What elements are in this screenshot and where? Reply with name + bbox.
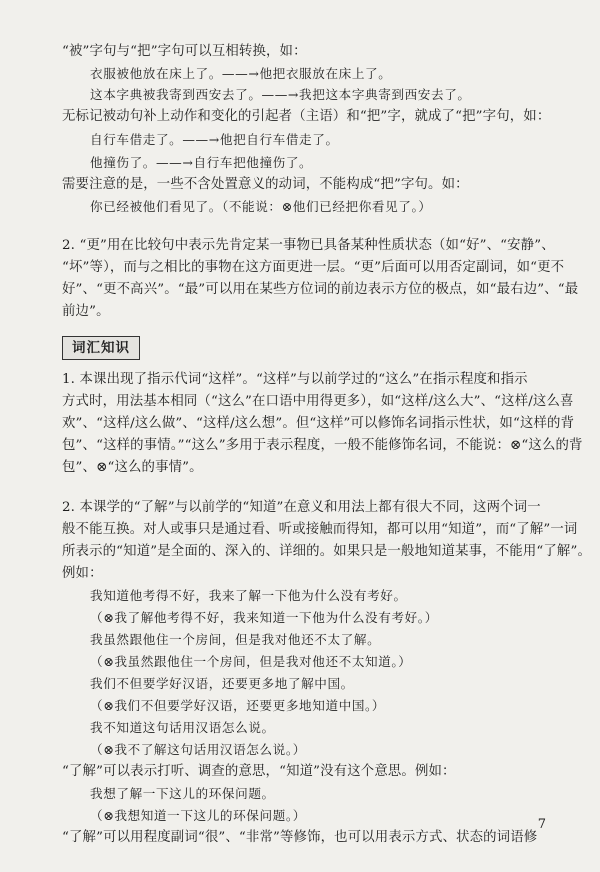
text-line: “了解”可以表示打听、调查的意思，“知道”没有这个意思。例如： [62, 764, 456, 779]
text-line: 般不能互换。对人或事只是通过看、听或接触而得知，都可以用“知道”，而“了解”一词 [62, 522, 578, 537]
example-line: 我虽然跟他住一个房间，但是我对他还不太了解。 [90, 632, 381, 647]
example-line: （⊗我想知道一下这儿的环保问题。） [90, 808, 306, 823]
text-line: 包”、“这样的事情。”“这么”多用于表示程度，一般不能修饰名词，不能说：⊗“这么的背 [62, 438, 583, 453]
example-line: （⊗我虽然跟他住一个房间，但是我对他还不太知道。） [90, 654, 412, 669]
example-line: 我们不但要学好汉语，还要更多地了解中国。 [90, 676, 354, 691]
example-line: （⊗我了解他考得不好，我来知道一下他为什么没有考好。） [90, 610, 438, 625]
text-line: 2. “更”用在比较句中表示先肯定某一事物已具备某种性质状态（如“好”、“安静”、 [62, 238, 555, 253]
text-line: “了解”可以用程度副词“很”、“非常”等修饰，也可以用表示方式、状态的词语修 [62, 830, 538, 845]
text-line: 所表示的“知道”是全面的、深入的、详细的。如果只是一般地知道某事，不能用“了解”。 [62, 544, 591, 559]
example-line: 我想了解一下这儿的环保问题。 [90, 786, 275, 801]
example-line: （⊗我不了解这句话用汉语怎么说。） [90, 742, 306, 757]
text-line: 方式时，用法基本相同（“这么”在口语中用得更多），如“这样/这么大”、“这样/这么喜 [62, 394, 574, 409]
text-line: 需要注意的是，一些不含处置意义的动词，不能构成“把”字句。如： [62, 177, 469, 192]
example-line: 我知道他考得不好，我来了解一下他为什么没有考好。 [90, 588, 407, 603]
text-line: 无标记被动句补上动作和变化的引起者（主语）和“把”字，就成了“把”字句，如： [62, 109, 551, 124]
example-line: （⊗我们不但要学好汉语，还要更多地知道中国。） [90, 698, 386, 713]
text-line: “坏”等），而与之相比的事物在这方面更进一层。“更”后面可以用否定副词，如“更不 [62, 260, 565, 275]
text-line: 例如： [62, 566, 103, 581]
text-line: 1. 本课出现了指示代词“这样”。“这样”与以前学过的“这么”在指示程度和指示 [62, 372, 528, 387]
text-line: 前边”。 [62, 304, 110, 319]
example-line: 我不知道这句话用汉语怎么说。 [90, 720, 275, 735]
section-title-vocabulary: 词汇知识 [62, 336, 140, 360]
text-line: 好”、“更不高兴”。“最”可以用在某些方位词的前边表示方位的极点，如“最右边”、“最 [62, 282, 579, 297]
example-line: 衣服被他放在床上了。——→他把衣服放在床上了。 [90, 66, 392, 81]
example-line: 你已经被他们看见了。（不能说：⊗他们已经把你看见了。） [90, 199, 432, 214]
text-line: “被”字句与“把”字句可以互相转换，如： [62, 44, 307, 59]
page-number: 7 [537, 817, 546, 832]
text-line: 欢”、“这样/这么做”、“这样/这么想”。但“这样”可以修饰名词指示性状，如“这样的背 [62, 416, 575, 431]
example-line: 他撞伤了。——→自行车把他撞伤了。 [90, 155, 313, 170]
example-line: 这本字典被我寄到西安去了。——→我把这本字典寄到西安去了。 [90, 87, 471, 102]
text-line: 2. 本课学的“了解”与以前学的“知道”在意义和用法上都有很大不同，这两个词一 [62, 500, 541, 515]
example-line: 自行车借走了。——→他把自行车借走了。 [90, 132, 339, 147]
text-line: 包”、⊗“这么的事情”。 [62, 460, 203, 475]
